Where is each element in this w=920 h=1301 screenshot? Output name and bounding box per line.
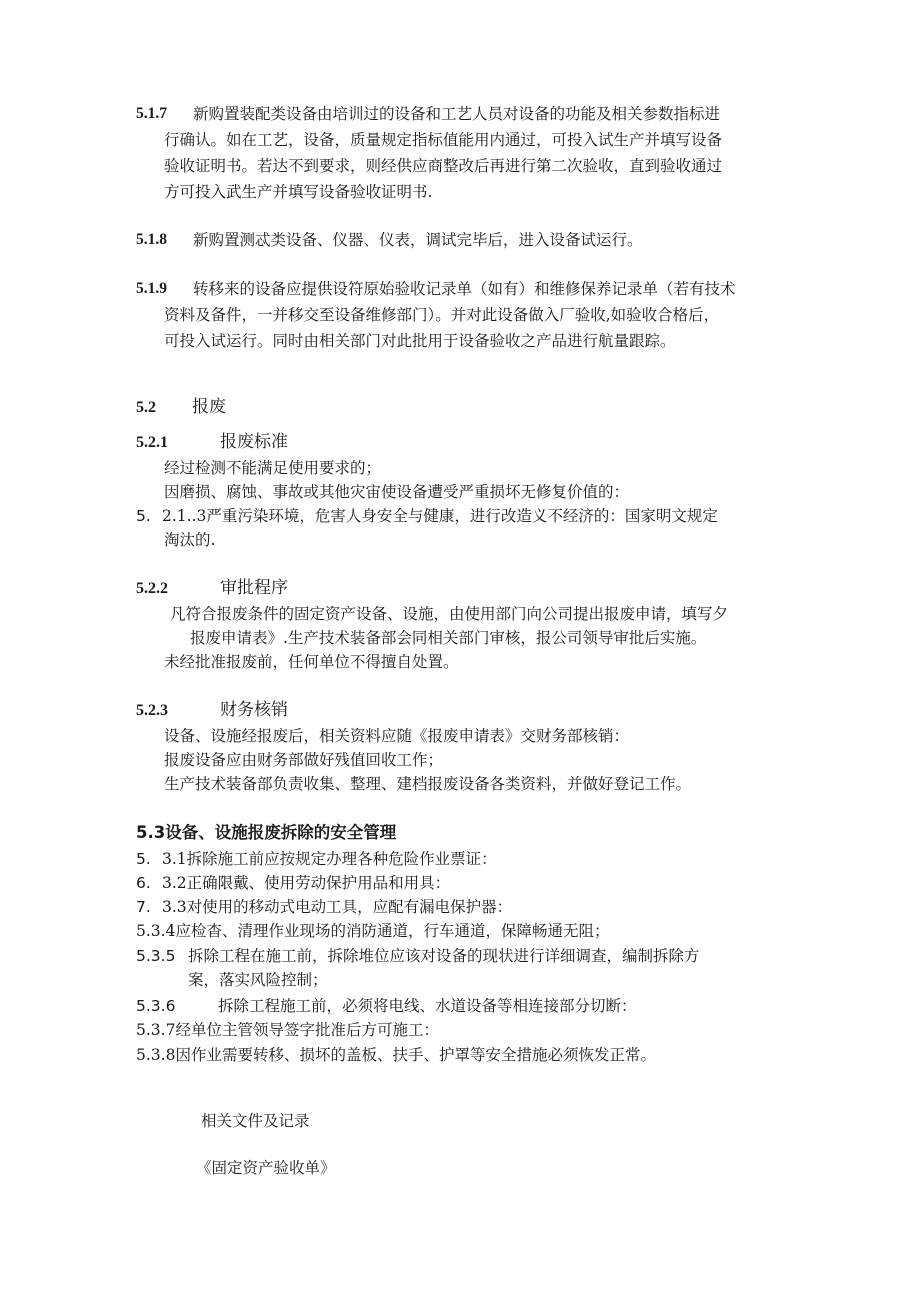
section-number-5-1-8: 5.1.8: [136, 231, 167, 248]
list-item-5-3-3: 3.3对使用的移动式电动工具，应配有漏电保护器：: [162, 898, 513, 916]
list-number-3: 7.: [136, 898, 151, 916]
para-5-2-1-line-3-number: 5.: [136, 507, 151, 525]
records-title: 相关文件及记录: [201, 1112, 310, 1130]
section-number-5-2-1: 5.2.1: [136, 434, 168, 451]
list-item-5-3-6: 拆除工程施工前，必须将电线、水道设备等相连接部分切断：: [218, 997, 637, 1015]
list-item-5-3-2: 3.2正确限戴、使用劳动保护用品和用具：: [162, 874, 451, 892]
section-number-5-2: 5.2: [136, 399, 156, 416]
para-5-1-9-line-3: 可投入试运行。同时由相关部门对此批用于设备验收之产品进行航量跟踪。: [164, 332, 676, 350]
records-item-1: 《固定资产验收单》: [196, 1159, 336, 1177]
list-item-5-3-7: 5.3.7经单位主管领导签字批准后方可施工：: [136, 1021, 439, 1039]
para-5-2-1-line-1: 经过检测不能满足使用要求的；: [164, 459, 382, 477]
list-item-5-3-1: 3.1拆除施工前应按规定办理各种危险作业票证：: [162, 850, 497, 868]
para-5-2-3-line-2: 报废设备应由财务部做好残值回收工作；: [164, 751, 444, 769]
para-5-2-2-line-1: 凡符合报废条件的固定资产设备、设施，由使用部门向公司提出报废申请，填写夕: [170, 605, 729, 623]
para-5-1-8: 新购置测忒类设备、仪器、仪表，调试完毕后，进入设备试运行。: [193, 231, 643, 249]
section-number-5-2-3: 5.2.3: [136, 702, 168, 719]
list-number-2: 6.: [136, 874, 151, 892]
section-title-5-2-1: 报废标准: [220, 432, 288, 452]
section-title-5-2-2: 审批程序: [220, 578, 288, 598]
para-5-1-7-line-4: 方可投入武生产并填写设备验收证明书.: [164, 183, 433, 201]
para-5-1-7-line-1: 新购置装配类设备由培训过的设备和工艺人员对设备的功能及相关参数指标进: [193, 105, 721, 123]
para-5-2-2-line-2: 报废申请表》.生产技术装备部会同相关部门审核，报公司领导审批后实施。: [190, 629, 707, 647]
para-5-1-9-line-2: 资料及备件，一并移交至设备维修部门）。并对此设备做入厂验收,如验收合格后，: [164, 306, 720, 324]
para-5-1-7-line-3: 验收证明书。若达不到要求，则经供应商整改后再进行第二次验收，直到验收通过: [164, 157, 723, 175]
list-item-5-3-8: 5.3.8因作业需要转移、损坏的盖板、扶手、护罩等安全措施必须恢发正常。: [136, 1046, 656, 1064]
para-5-2-1-line-4: 淘汰的.: [164, 531, 216, 549]
para-5-2-1-line-2: 因磨损、腐蚀、事故或其他灾宙使设备遭受严重损坏无修复价值的：: [164, 483, 630, 501]
para-5-2-1-line-3: 2.1..3严重污染环境，危害人身安全与健康，进行改造义不经济的：国家明文规定: [162, 507, 718, 525]
section-number-5-1-7: 5.1.7: [136, 105, 167, 122]
list-item-5-3-5-line-1: 拆除工程在施工前，拆除堆位应该对设备的现状进行详细调查，编制拆除方: [188, 947, 700, 965]
section-title-5-2-3: 财务核销: [220, 700, 288, 720]
section-number-5-2-2: 5.2.2: [136, 580, 168, 597]
list-number-5-3-6: 5.3.6: [136, 997, 176, 1015]
para-5-1-9-line-1: 转移来的设备应提供设符原始验收记录单（如有）和维修保养记录单（若有技术: [193, 280, 736, 298]
section-title-5-2: 报废: [192, 397, 226, 417]
list-item-5-3-5-line-2: 案，落实风险控制；: [188, 971, 328, 989]
list-number-5-3-5: 5.3.5: [136, 947, 176, 965]
para-5-2-3-line-1: 设备、设施经报废后，相关资料应随《报废申请表》交财务部核销：: [164, 727, 630, 745]
section-number-5-1-9: 5.1.9: [136, 280, 167, 297]
section-title-5-3: 5.3设备、设施报废拆除的安全管理: [136, 823, 397, 842]
list-number-1: 5.: [136, 850, 151, 868]
para-5-2-2-line-3: 未经批准报废前，任何单位不得擅自处置。: [164, 653, 459, 671]
para-5-1-7-line-2: 行确认。如在工艺，设备，质量规定指标值能用内通过，可投入试生产并填写设备: [164, 131, 723, 149]
para-5-2-3-line-3: 生产技术装备部负责收集、整理、建档报废设备各类资料，并做好登记工作。: [164, 775, 692, 793]
list-item-5-3-4: 5.3.4应检杳、清理作业现场的消防通道，行车通道，保障畅通无阻；: [136, 922, 610, 940]
